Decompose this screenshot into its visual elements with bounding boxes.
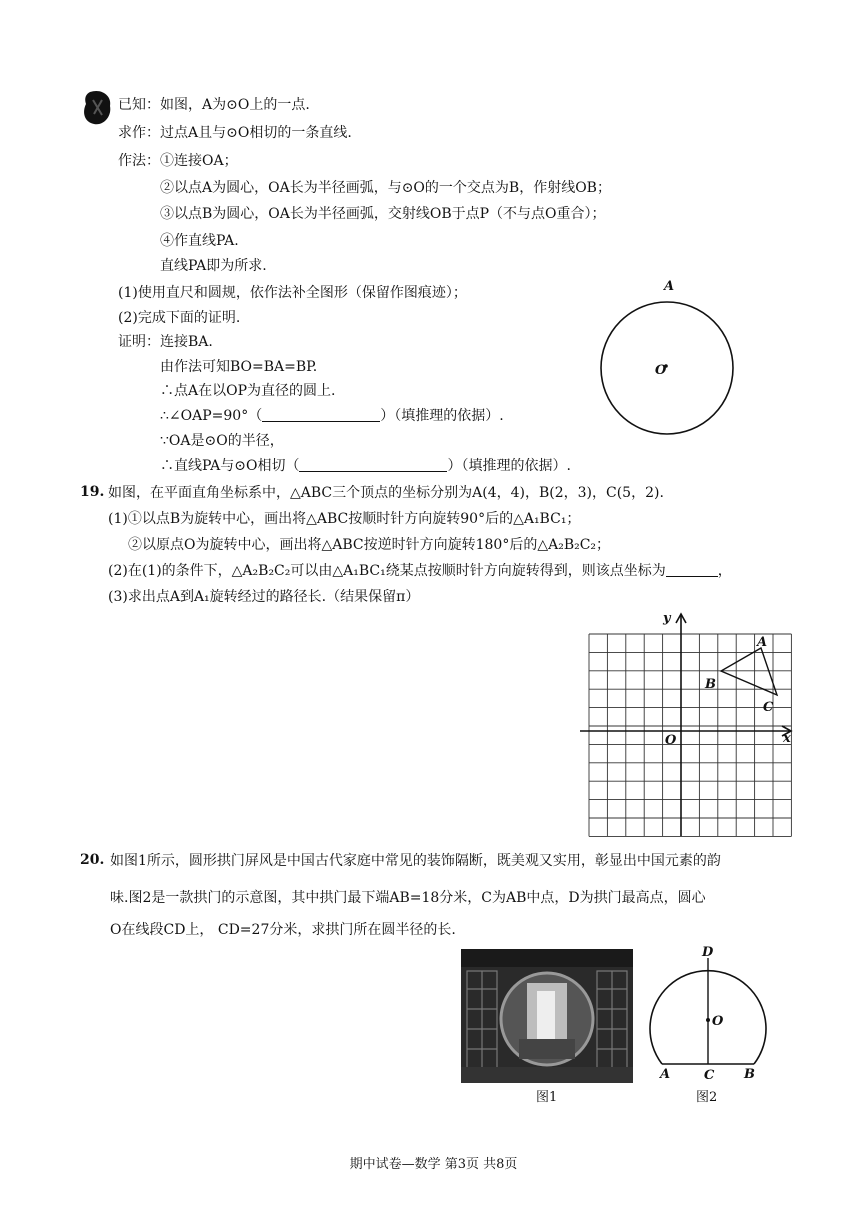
q18-method-1: 作法：①连接OA； bbox=[118, 153, 238, 169]
q18-answer-blank-1[interactable] bbox=[262, 407, 380, 422]
q18-method-5: 直线PA即为所求. bbox=[160, 258, 267, 274]
q18-proof-5-prefix: ∴直线PA与⊙O相切（ bbox=[160, 458, 300, 474]
q19-part-1a: (1)①以点B为旋转中心，画出将△ABC按顺时针方向旋转90°后的△A₁BC₁； bbox=[108, 511, 581, 527]
q18-proof-5 bbox=[160, 457, 571, 475]
q20-label-B: B bbox=[744, 1067, 755, 1082]
q19-part-1b: ②以原点O为旋转中心，画出将△ABC按逆时针方向旋转180°后的△A₂B₂C₂； bbox=[128, 537, 611, 553]
q18-label-O: O bbox=[655, 363, 667, 378]
q20-label-A: A bbox=[660, 1067, 671, 1082]
q18-proof-1: 由作法可知BO=BA=BP. bbox=[160, 359, 318, 375]
q19-part-2 bbox=[108, 562, 732, 580]
q19-label-A: A bbox=[757, 635, 768, 650]
q20-label-C: C bbox=[704, 1068, 715, 1083]
q20-figure-2-caption: 图2 bbox=[696, 1090, 718, 1105]
q19-part-3: (3)求出点A到A₁旋转经过的路径长.（结果保留π） bbox=[108, 589, 420, 605]
q20-figure-1-caption: 图1 bbox=[536, 1090, 558, 1105]
q20-figure-1-photo bbox=[461, 949, 633, 1083]
q19-coordinate-grid bbox=[575, 608, 805, 840]
q19-answer-blank[interactable] bbox=[666, 562, 718, 577]
q18-proof-2: ∴点A在以OP为直径的圆上. bbox=[160, 383, 336, 399]
q20-line-3: O在线段CD上， CD=27分米，求拱门所在圆半径的长. bbox=[110, 922, 456, 938]
q19-label-B: B bbox=[705, 677, 716, 692]
q18-proof-5-suffix: ）（填推理的依据）. bbox=[447, 458, 571, 474]
q18-label-A: A bbox=[664, 279, 675, 294]
q19-grid-lines bbox=[589, 634, 791, 836]
q18-method-4: ④作直线PA. bbox=[160, 233, 239, 249]
q20-label-D: D bbox=[702, 945, 714, 960]
q19-stem: 如图，在平面直角坐标系中，△ABC三个顶点的坐标分别为A(4，4)，B(2，3)，C(5，2). bbox=[108, 485, 664, 501]
q20-center-point bbox=[706, 1018, 710, 1022]
q18-method-3: ③以点B为圆心，OA长为半径画弧，交射线OB于点P（不与点O重合）； bbox=[160, 206, 606, 222]
q19-origin-label: O bbox=[665, 733, 677, 748]
q18-proof-4: ∵OA是⊙O的半径， bbox=[160, 433, 284, 449]
q18-proof-3 bbox=[160, 407, 504, 425]
q19-axis-x-label: x bbox=[783, 731, 791, 746]
q20-figure-2-diagram bbox=[650, 945, 770, 1085]
q19-part-2-end: ， bbox=[717, 563, 732, 579]
q18-part-1: (1)使用直尺和圆规，依作法补全图形（保留作图痕迹）； bbox=[118, 285, 467, 301]
q18-answer-blank-2[interactable] bbox=[299, 457, 447, 472]
q19-part-2-text: (2)在(1)的条件下，△A₂B₂C₂可以由△A₁BC₁绕某点按顺时针方向旋转得到，则该点坐标为 bbox=[108, 563, 666, 579]
page-footer: 期中试卷—数学 第3页 共8页 bbox=[349, 1157, 518, 1172]
q18-proof-0: 证明：连接BA. bbox=[118, 334, 213, 350]
q19-number: 19. bbox=[80, 484, 105, 500]
q19-axis-y-label: y bbox=[663, 611, 671, 626]
q18-given: 已知：如图，A为⊙O上的一点. bbox=[118, 97, 310, 113]
q18-circle bbox=[601, 302, 733, 434]
q18-circle-figure bbox=[600, 278, 740, 438]
question-18-badge bbox=[82, 90, 114, 126]
q20-line-2: 味.图2是一款拱门的示意图，其中拱门最下端AB=18分米，C为AB中点，D为拱门最高点，圆心 bbox=[110, 890, 706, 906]
q20-line-1: 如图1所示，圆形拱门屏风是中国古代家庭中常见的装饰隔断，既美观又实用，彰显出中国元素的韵 bbox=[110, 853, 721, 869]
q18-proof-3-suffix: ）（填推理的依据）. bbox=[380, 408, 504, 424]
q18-method-2: ②以点A为圆心，OA长为半径画弧，与⊙O的一个交点为B，作射线OB； bbox=[160, 180, 611, 196]
q20-label-O: O bbox=[712, 1014, 724, 1029]
q18-construct: 求作：过点A且与⊙O相切的一条直线. bbox=[118, 125, 352, 141]
q18-part-2: (2)完成下面的证明. bbox=[118, 310, 241, 326]
q19-triangle-ABC bbox=[721, 648, 777, 695]
q18-proof-3-prefix: ∴∠OAP=90°（ bbox=[160, 408, 263, 424]
q19-label-C: C bbox=[763, 700, 774, 715]
q20-number: 20. bbox=[80, 852, 105, 868]
